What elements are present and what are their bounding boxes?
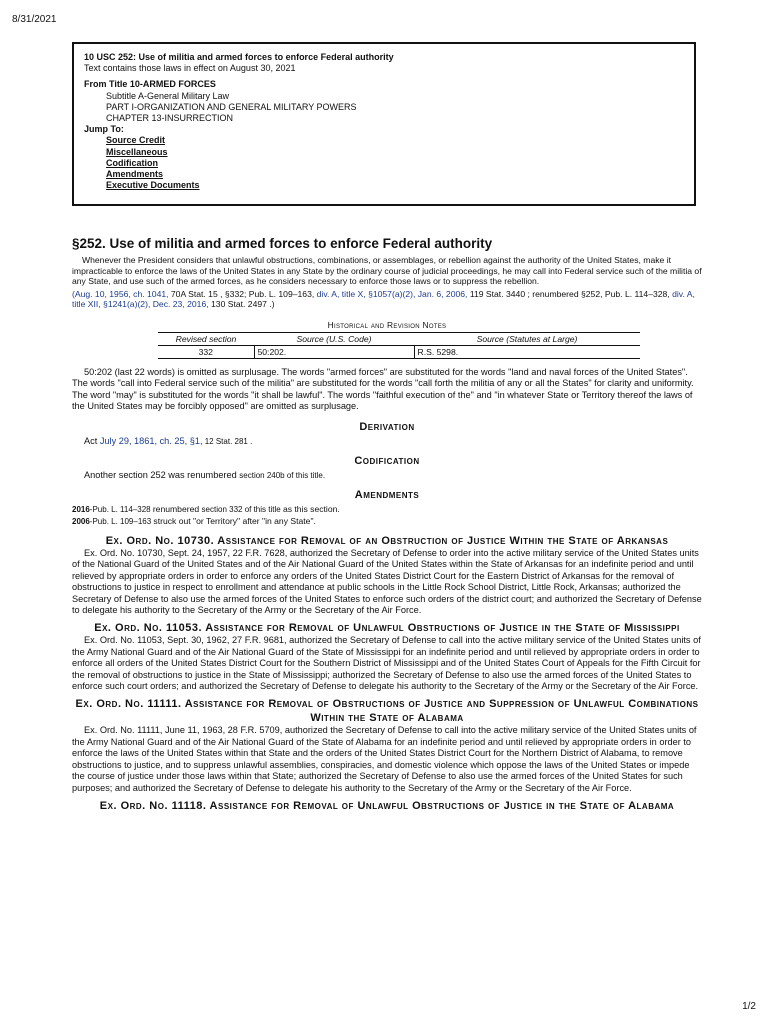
column-header: Revised section xyxy=(158,332,254,345)
amendment-year: 2006 xyxy=(72,517,90,527)
column-header: Source (U.S. Code) xyxy=(254,332,414,345)
derivation-heading: Derivation xyxy=(359,420,415,433)
derivation-stat: 12 Stat. 281 . xyxy=(202,436,253,446)
eo-11053-text: Ex. Ord. No. 11053, Sept. 30, 1962, 27 F.R. 9681, authorized the Secretary of Defense to call into the active military service of the United States units of the Army National Guard and of the Air National Guard of the State of Mississippi for an indefinite period and until relieved by appropriate orders in order to enforce all orders of the United States District Court for the Southern District of Mississippi and of the United States Court of Appeals for the Fifth Circuit for the removal of obstructions to justice in the State of Mississippi; authorized the Secretary of Defense to also use the armed forces of the United States to enforce such court orders; and authorized the Secretary of Defense to delegate his authority to the Secretary of the Army or the Secretary of the Air Force. xyxy=(72,635,701,692)
table-cell: R.S. 5298. xyxy=(414,345,640,358)
source-credit xyxy=(72,289,702,310)
jump-link-amendments[interactable]: Amendments xyxy=(106,169,164,180)
amendment-result: as this section. xyxy=(282,504,340,515)
amendment-action: renumbered xyxy=(152,504,202,515)
eo-11118-heading: Ex. Ord. No. 11118. Assistance for Removal of Unlawful Obstructions of Justice in the State of Alabama xyxy=(99,799,675,812)
statute-text: Whenever the President considers that unlawful obstructions, combinations, or assemblages, or rebellion against the authority of the United States, make it impracticable to enforce the laws of the United States in any State by the ordinary course of judicial proceedings, he may call into Federal service such of the militia of any State, and use such of the armed forces, as he considers necessary to enforce those laws or to suppress the rebellion. xyxy=(72,255,702,287)
from-title: From Title 10-ARMED FORCES xyxy=(84,79,216,90)
derivation-text xyxy=(72,436,702,447)
citation-text: 70A Stat. 15 , §332; Pub. L. 109–163, xyxy=(168,288,317,299)
derivation-prefix: Act xyxy=(84,435,100,446)
eo-11111-text: Ex. Ord. No. 11111, June 11, 1963, 28 F.R. 5709, authorized the Secretary of Defense to call into the active military service of the United States units of the Army National Guard and of the Air National Guard of the State of Alabama for an indefinite period and until relieved by appropriate orders in order to enforce the laws of the United States within that State and the orders of the United States District Court for the Northern District of Alabama, to remove obstructions to justice, and to suppress unlawful assemblies, conspiracies, and domestic violence which oppose the laws of the United States or impede the course of justice under those laws within that State; authorized the Secretary of Defense to also use the armed forces of the United States for such purposes; and authorized the Secretary of Defense to delegate his authority to the Secretary of the Army or the Secretary of the Air Force. xyxy=(72,725,697,793)
jump-link-codification[interactable]: Codification xyxy=(106,157,158,168)
hierarchy-chapter: CHAPTER 13-INSURRECTION xyxy=(106,113,234,124)
section-heading: §252. Use of militia and armed forces to enforce Federal authority xyxy=(72,236,493,251)
revision-table xyxy=(158,332,640,359)
codification-text xyxy=(72,470,702,481)
codification-heading: Codification xyxy=(354,455,420,467)
amendment-item xyxy=(72,516,702,528)
print-date: 8/31/2021 xyxy=(12,14,57,25)
table-row xyxy=(158,345,640,358)
jump-link-executive-documents[interactable]: Executive Documents xyxy=(106,180,200,191)
document-info-box xyxy=(72,42,696,206)
amendments-heading: Amendments xyxy=(354,489,420,502)
main-content xyxy=(72,236,702,813)
jump-link-miscellaneous[interactable]: Miscellaneous xyxy=(106,146,168,157)
column-header: Source (Statutes at Large) xyxy=(414,332,640,345)
amendment-law: -Pub. L. 109–163 xyxy=(89,517,154,527)
page-number: 1/2 xyxy=(742,1001,756,1012)
citation-link-2016[interactable]: div. A, title XII, §1241(a)(2), Dec. 23, 2016, xyxy=(72,288,695,310)
amendment-year: 2016 xyxy=(72,505,90,515)
derivation-link[interactable]: July 29, 1861, ch. 25, §1, xyxy=(99,435,203,446)
amendment-item xyxy=(72,504,702,516)
amendment-law: -Pub. L. 114–328 xyxy=(89,505,153,515)
document-title: 10 USC 252: Use of militia and armed forces to enforce Federal authority xyxy=(84,52,394,62)
amendment-ref: section 332 of this title xyxy=(201,505,283,515)
hierarchy-part: PART I-ORGANIZATION AND GENERAL MILITARY POWERS xyxy=(106,101,357,112)
citation-text: 119 Stat. 3440 ; renumbered §252, Pub. L. 114–328, xyxy=(467,288,673,299)
eo-11053-heading: Ex. Ord. No. 11053. Assistance for Removal of Unlawful Obstructions of Justice in the State of Mississippi xyxy=(94,622,680,635)
eo-10730-heading: Ex. Ord. No. 10730. Assistance for Removal of an Obstruction of Justice Within the State of Arkansas xyxy=(105,535,669,547)
table-cell: 332 xyxy=(198,346,213,357)
table-cell: 50:202. xyxy=(254,345,414,358)
document-subtitle: Text contains those laws in effect on August 30, 2021 xyxy=(84,63,296,74)
hierarchy-subtitle: Subtitle A-General Military Law xyxy=(106,90,230,101)
citation-link-1956[interactable]: (Aug. 10, 1956, ch. 1041, xyxy=(72,288,169,299)
codification-prefix: Another section 252 was renumbered xyxy=(84,470,240,480)
amendment-action: struck out "or Territory" after "in any State". xyxy=(153,516,316,527)
codification-ref: section 240b of this title. xyxy=(239,471,326,480)
eo-10730-text: Ex. Ord. No. 10730, Sept. 24, 1957, 22 F.R. 7628, authorized the Secretary of Defense to order into the active military service of the United States units of the National Guard of the United States and of the Air National Guard of the United States within the State of Arkansas for an indefinite period and until relieved by appropriate orders in order to enforce any orders of the United States District Court for the Eastern District of Arkansas for the removal of obstructions to justice in respect to enrollment and attendance at public schools in the Little Rock School District, Little Rock, Arkansas; authorized the Secretary of Defense to also use the armed forces of the United States to enforce such orders of the district court; and authorized the Secretary of Defense to delegate his authority to the Secretary of the Army or the Secretary of the Air Force. xyxy=(72,548,702,616)
citation-link-2006[interactable]: div. A, title X, §1057(a)(2), Jan. 6, 2006, xyxy=(316,288,468,299)
jump-to-label: Jump To: xyxy=(84,124,124,135)
citation-text: 130 Stat. 2497 .) xyxy=(208,299,275,310)
jump-link-source-credit[interactable]: Source Credit xyxy=(106,135,166,146)
historical-notes-heading: Historical and Revision Notes xyxy=(327,319,447,330)
historical-note: 50:202 (last 22 words) is omitted as surplusage. The words "armed forces" are substituted for the words "land and naval forces of the United States". The words "call into Federal service such of the militia" are substituted for the words "call forth the militia of any or all the States" for clarity and uniformity. The word "may" is substituted for the words "it shall be lawful". The words "faithful execution of the" and "in whatever State or Territory thereof the laws of the United States may be forcibly opposed" are omitted as surplusage. xyxy=(72,366,694,412)
eo-11111-heading: Ex. Ord. No. 11111. Assistance for Removal of Obstructions of Justice and Suppression of Unlawful Combinations Within the State of Alabama xyxy=(75,698,699,725)
